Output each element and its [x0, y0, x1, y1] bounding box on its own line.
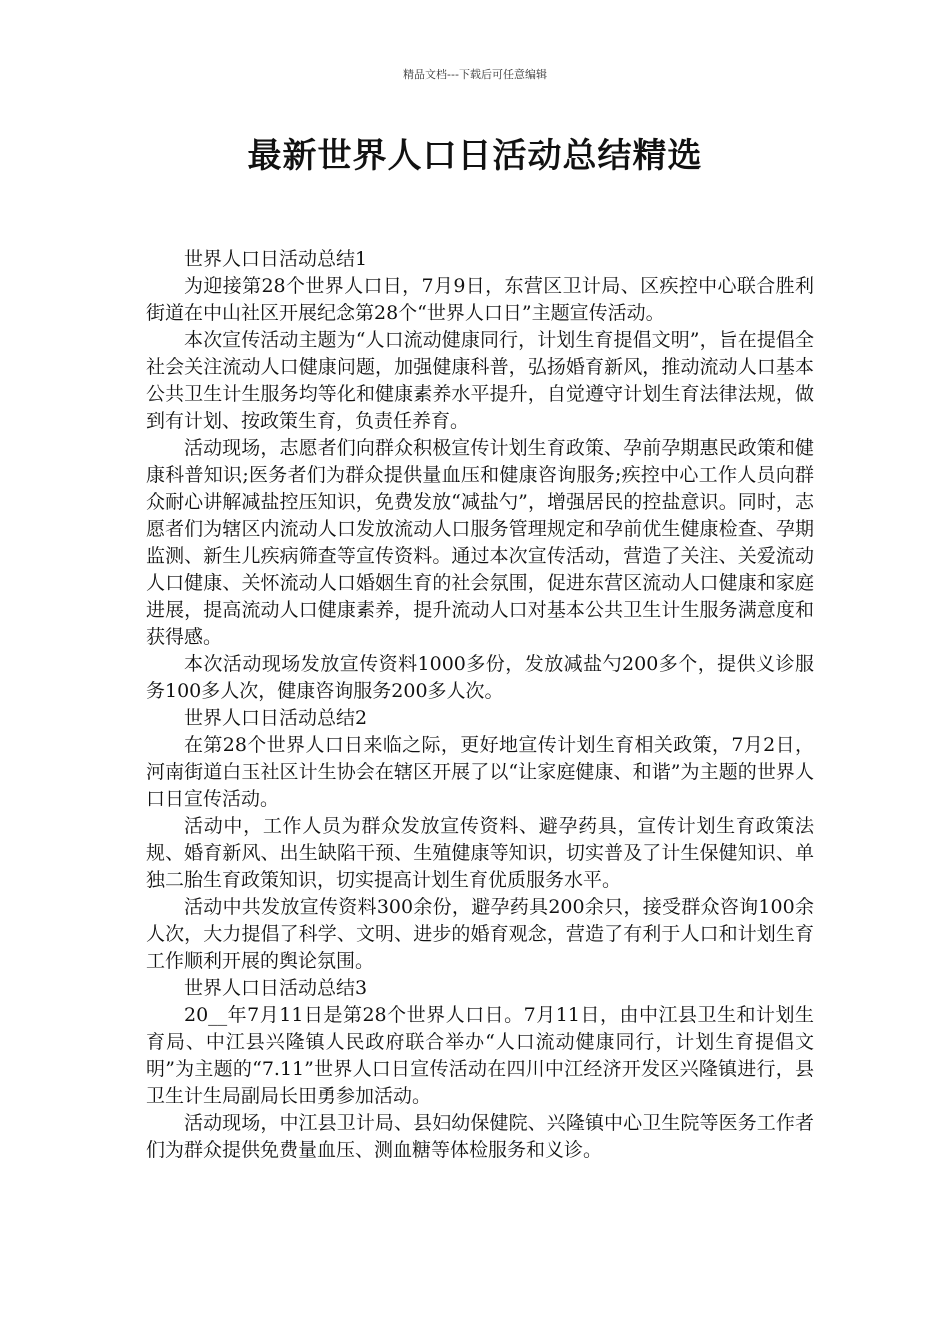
- section-heading-1: 世界人口日活动总结1: [184, 248, 368, 270]
- section-heading-3: 世界人口日活动总结3: [184, 977, 368, 999]
- body-paragraph: 为迎接第28个世界人口日，7月9日，东营区卫计局、区疾控中心联合胜利街道在中山社区开展纪念第28个“世界人口日”主题宣传活动。: [146, 275, 814, 324]
- body-paragraph: 活动现场，中江县卫计局、县妇幼保健院、兴隆镇中心卫生院等医务工作者们为群众提供免费量血压、测血糖等体检服务和义诊。: [146, 1112, 814, 1161]
- page-header-note: 精品文档---下载后可任意编辑: [403, 68, 547, 81]
- body-paragraph: 本次宣传活动主题为“人口流动健康同行，计划生育提倡文明”，旨在提倡全社会关注流动人口健康问题，加强健康科普，弘扬婚育新风，推动流动人口基本公共卫生计生服务均等化和健康素养水平提升，自觉遵守计划生育法律法规，做到有计划、按政策生育，负责任养育。: [146, 329, 814, 432]
- body-paragraph: 20__年7月11日是第28个世界人口日。7月11日，由中江县卫生和计划生育局、中江县兴隆镇人民政府联合举办“人口流动健康同行，计划生育提倡文明”为主题的“7.11”世界人口日宣传活动在四川中江经济开发区兴隆镇进行，县卫生计生局副局长田勇参加活动。: [146, 1004, 814, 1107]
- body-paragraph: 活动中，工作人员为群众发放宣传资料、避孕药具，宣传计划生育政策法规、婚育新风、出生缺陷干预、生殖健康等知识，切实普及了计生保健知识、单独二胎生育政策知识，切实提高计划生育优质服务水平。: [146, 815, 814, 891]
- body-paragraph: 活动现场，志愿者们向群众积极宣传计划生育政策、孕前孕期惠民政策和健康科普知识;医务者们为群众提供量血压和健康咨询服务;疾控中心工作人员向群众耐心讲解减盐控压知识，免费发放“减盐勺”，增强居民的控盐意识。同时，志愿者们为辖区内流动人口发放流动人口服务管理规定和孕前优生健康检查、孕期监测、新生儿疾病筛查等宣传资料。通过本次宣传活动，营造了关注、关爱流动人口健康、关怀流动人口婚姻生育的社会氛围，促进东营区流动人口健康和家庭进展，提高流动人口健康素养，提升流动人口对基本公共卫生计生服务满意度和获得感。: [146, 437, 814, 648]
- body-paragraph: 活动中共发放宣传资料300余份，避孕药具200余只，接受群众咨询100余人次，大力提倡了科学、文明、进步的婚育观念，营造了有利于人口和计划生育工作顺利开展的舆论氛围。: [146, 896, 814, 972]
- section-heading-2: 世界人口日活动总结2: [184, 707, 368, 729]
- body-paragraph: 在第28个世界人口日来临之际，更好地宣传计划生育相关政策，7月2日，河南街道白玉社区计生协会在辖区开展了以“让家庭健康、和谐”为主题的世界人口日宣传活动。: [146, 734, 814, 810]
- document-body: [146, 246, 814, 1164]
- document-title: 最新世界人口日活动总结精选: [247, 136, 703, 176]
- body-paragraph: 本次活动现场发放宣传资料1000多份，发放减盐勺200多个，提供义诊服务100多人次，健康咨询服务200多人次。: [146, 653, 814, 702]
